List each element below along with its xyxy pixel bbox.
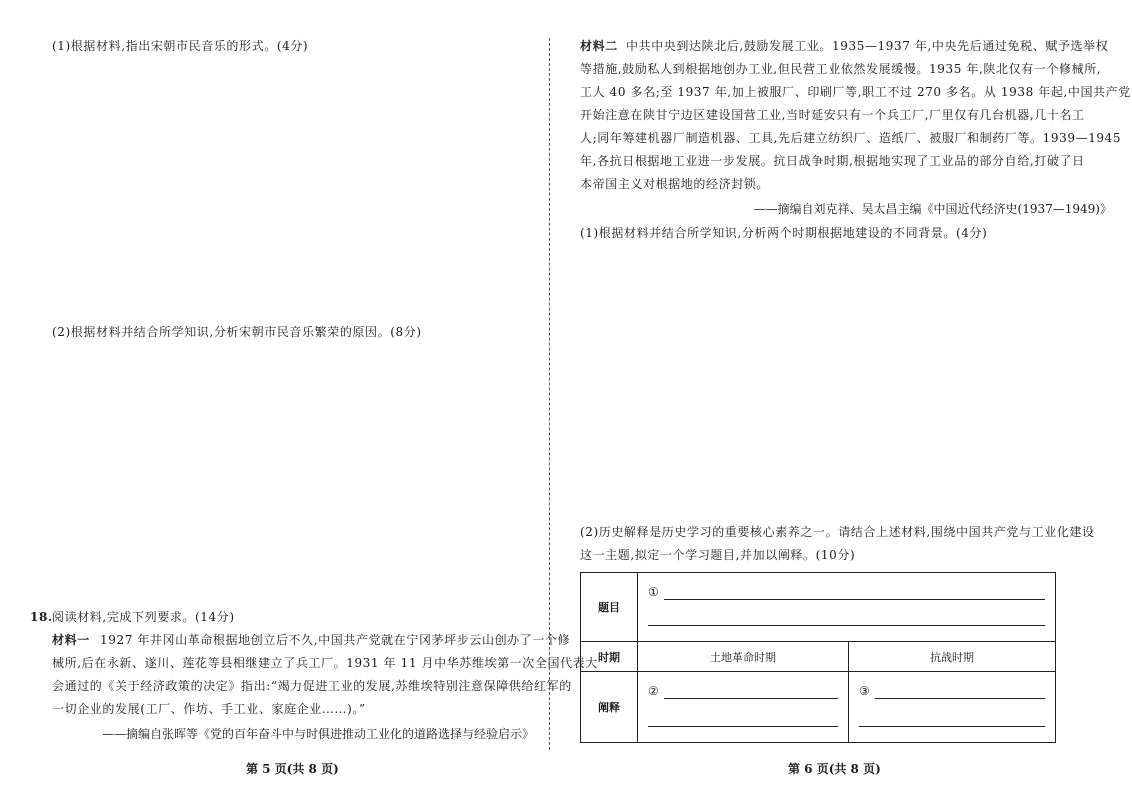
row-label-explanation: 阐释 bbox=[581, 672, 638, 743]
material-2-citation: ——摘编自刘克祥、吴太昌主编《中国近代经济史(1937—1949)》 bbox=[753, 202, 1112, 216]
circle-number-2: ② bbox=[648, 684, 659, 698]
material-2-label: 材料二 bbox=[580, 39, 618, 53]
material-2-line: 年,各抗日根据地工业进一步发展。抗日战争时期,根据地实现了工业品的部分自给,打破了日 bbox=[580, 154, 1085, 168]
page-footer-5: 第 5 页(共 8 页) bbox=[246, 762, 339, 776]
explanation-cell-2[interactable] bbox=[849, 672, 1056, 743]
answer-line[interactable] bbox=[664, 698, 838, 699]
answer-line[interactable] bbox=[648, 625, 1045, 626]
answer-line[interactable] bbox=[664, 599, 1045, 600]
page-footer-6: 第 6 页(共 8 页) bbox=[788, 762, 881, 776]
answer-table bbox=[580, 572, 1056, 743]
material-2-line: 开始注意在陕甘宁边区建设国营工业,当时延安只有一个兵工厂,厂里仅有几台机器,几十名工 bbox=[580, 108, 1085, 122]
answer-line[interactable] bbox=[875, 698, 1045, 699]
material-1-label: 材料一 bbox=[52, 633, 90, 647]
material-1-line: 械所,后在永新、遂川、莲花等县相继建立了兵工厂。1931 年 11 月中华苏维埃第一次全国代表大 bbox=[52, 656, 598, 670]
material-2-line: 中共中央到达陕北后,鼓励发展工业。1935—1937 年,中央先后通过免税、赋予选举权 bbox=[626, 39, 1109, 53]
material-2-line: 工人 40 多名;至 1937 年,加上被服厂、印刷厂等,职工不过 270 多名。从 1938 年起,中国共产党 bbox=[580, 85, 1131, 99]
circle-number-3: ③ bbox=[859, 684, 870, 698]
topic-answer-cell[interactable] bbox=[638, 573, 1056, 642]
row-label-period: 时期 bbox=[581, 642, 638, 672]
material-2-line: 人;同年筹建机器厂制造机器、工具,先后建立纺织厂、造纸厂、被服厂和制药厂等。1939—1945 bbox=[580, 131, 1122, 145]
question-2-text: 这一主题,拟定一个学习题目,并加以阐释。(10分) bbox=[580, 548, 856, 562]
question-2-text: (2)根据材料并结合所学知识,分析宋朝市民音乐繁荣的原因。(8分) bbox=[52, 325, 422, 339]
page-divider bbox=[549, 38, 550, 750]
material-2-line: 等措施,鼓励私人到根据地创办工业,但民营工业依然发展缓慢。1935 年,陕北仅有一个修械所, bbox=[580, 62, 1102, 76]
material-1-line: 1927 年井冈山革命根据地创立后不久,中国共产党就在宁冈茅坪步云山创办了一个修 bbox=[100, 633, 571, 647]
material-1-line: 会通过的《关于经济政策的决定》指出:“竭力促进工业的发展,苏维埃特别注意保障供给红军的 bbox=[52, 679, 572, 693]
period-anti-japanese-war: 抗战时期 bbox=[849, 642, 1056, 672]
material-2-line: 本帝国主义对根据地的经济封锁。 bbox=[580, 177, 770, 191]
period-land-revolution: 土地革命时期 bbox=[638, 642, 849, 672]
row-label-topic: 题目 bbox=[581, 573, 638, 642]
circle-number-1: ① bbox=[648, 585, 659, 599]
answer-line[interactable] bbox=[648, 726, 838, 727]
explanation-cell-1[interactable] bbox=[638, 672, 849, 743]
question-1-text: (1)根据材料并结合所学知识,分析两个时期根据地建设的不同背景。(4分) bbox=[580, 226, 988, 240]
question-2-text: (2)历史解释是历史学习的重要核心素养之一。请结合上述材料,围绕中国共产党与工业化建设 bbox=[580, 525, 1095, 539]
question-18-intro: 阅读材料,完成下列要求。(14分) bbox=[52, 610, 235, 624]
material-1-citation: ——摘编自张晖等《党的百年奋斗中与时俱进推动工业化的道路选择与经验启示》 bbox=[101, 727, 534, 741]
answer-line[interactable] bbox=[859, 726, 1045, 727]
question-18-number: 18. bbox=[30, 610, 53, 624]
question-1-text: (1)根据材料,指出宋朝市民音乐的形式。(4分) bbox=[52, 39, 309, 53]
material-1-line: 一切企业的发展(工厂、作坊、手工业、家庭企业……)。” bbox=[52, 702, 366, 716]
